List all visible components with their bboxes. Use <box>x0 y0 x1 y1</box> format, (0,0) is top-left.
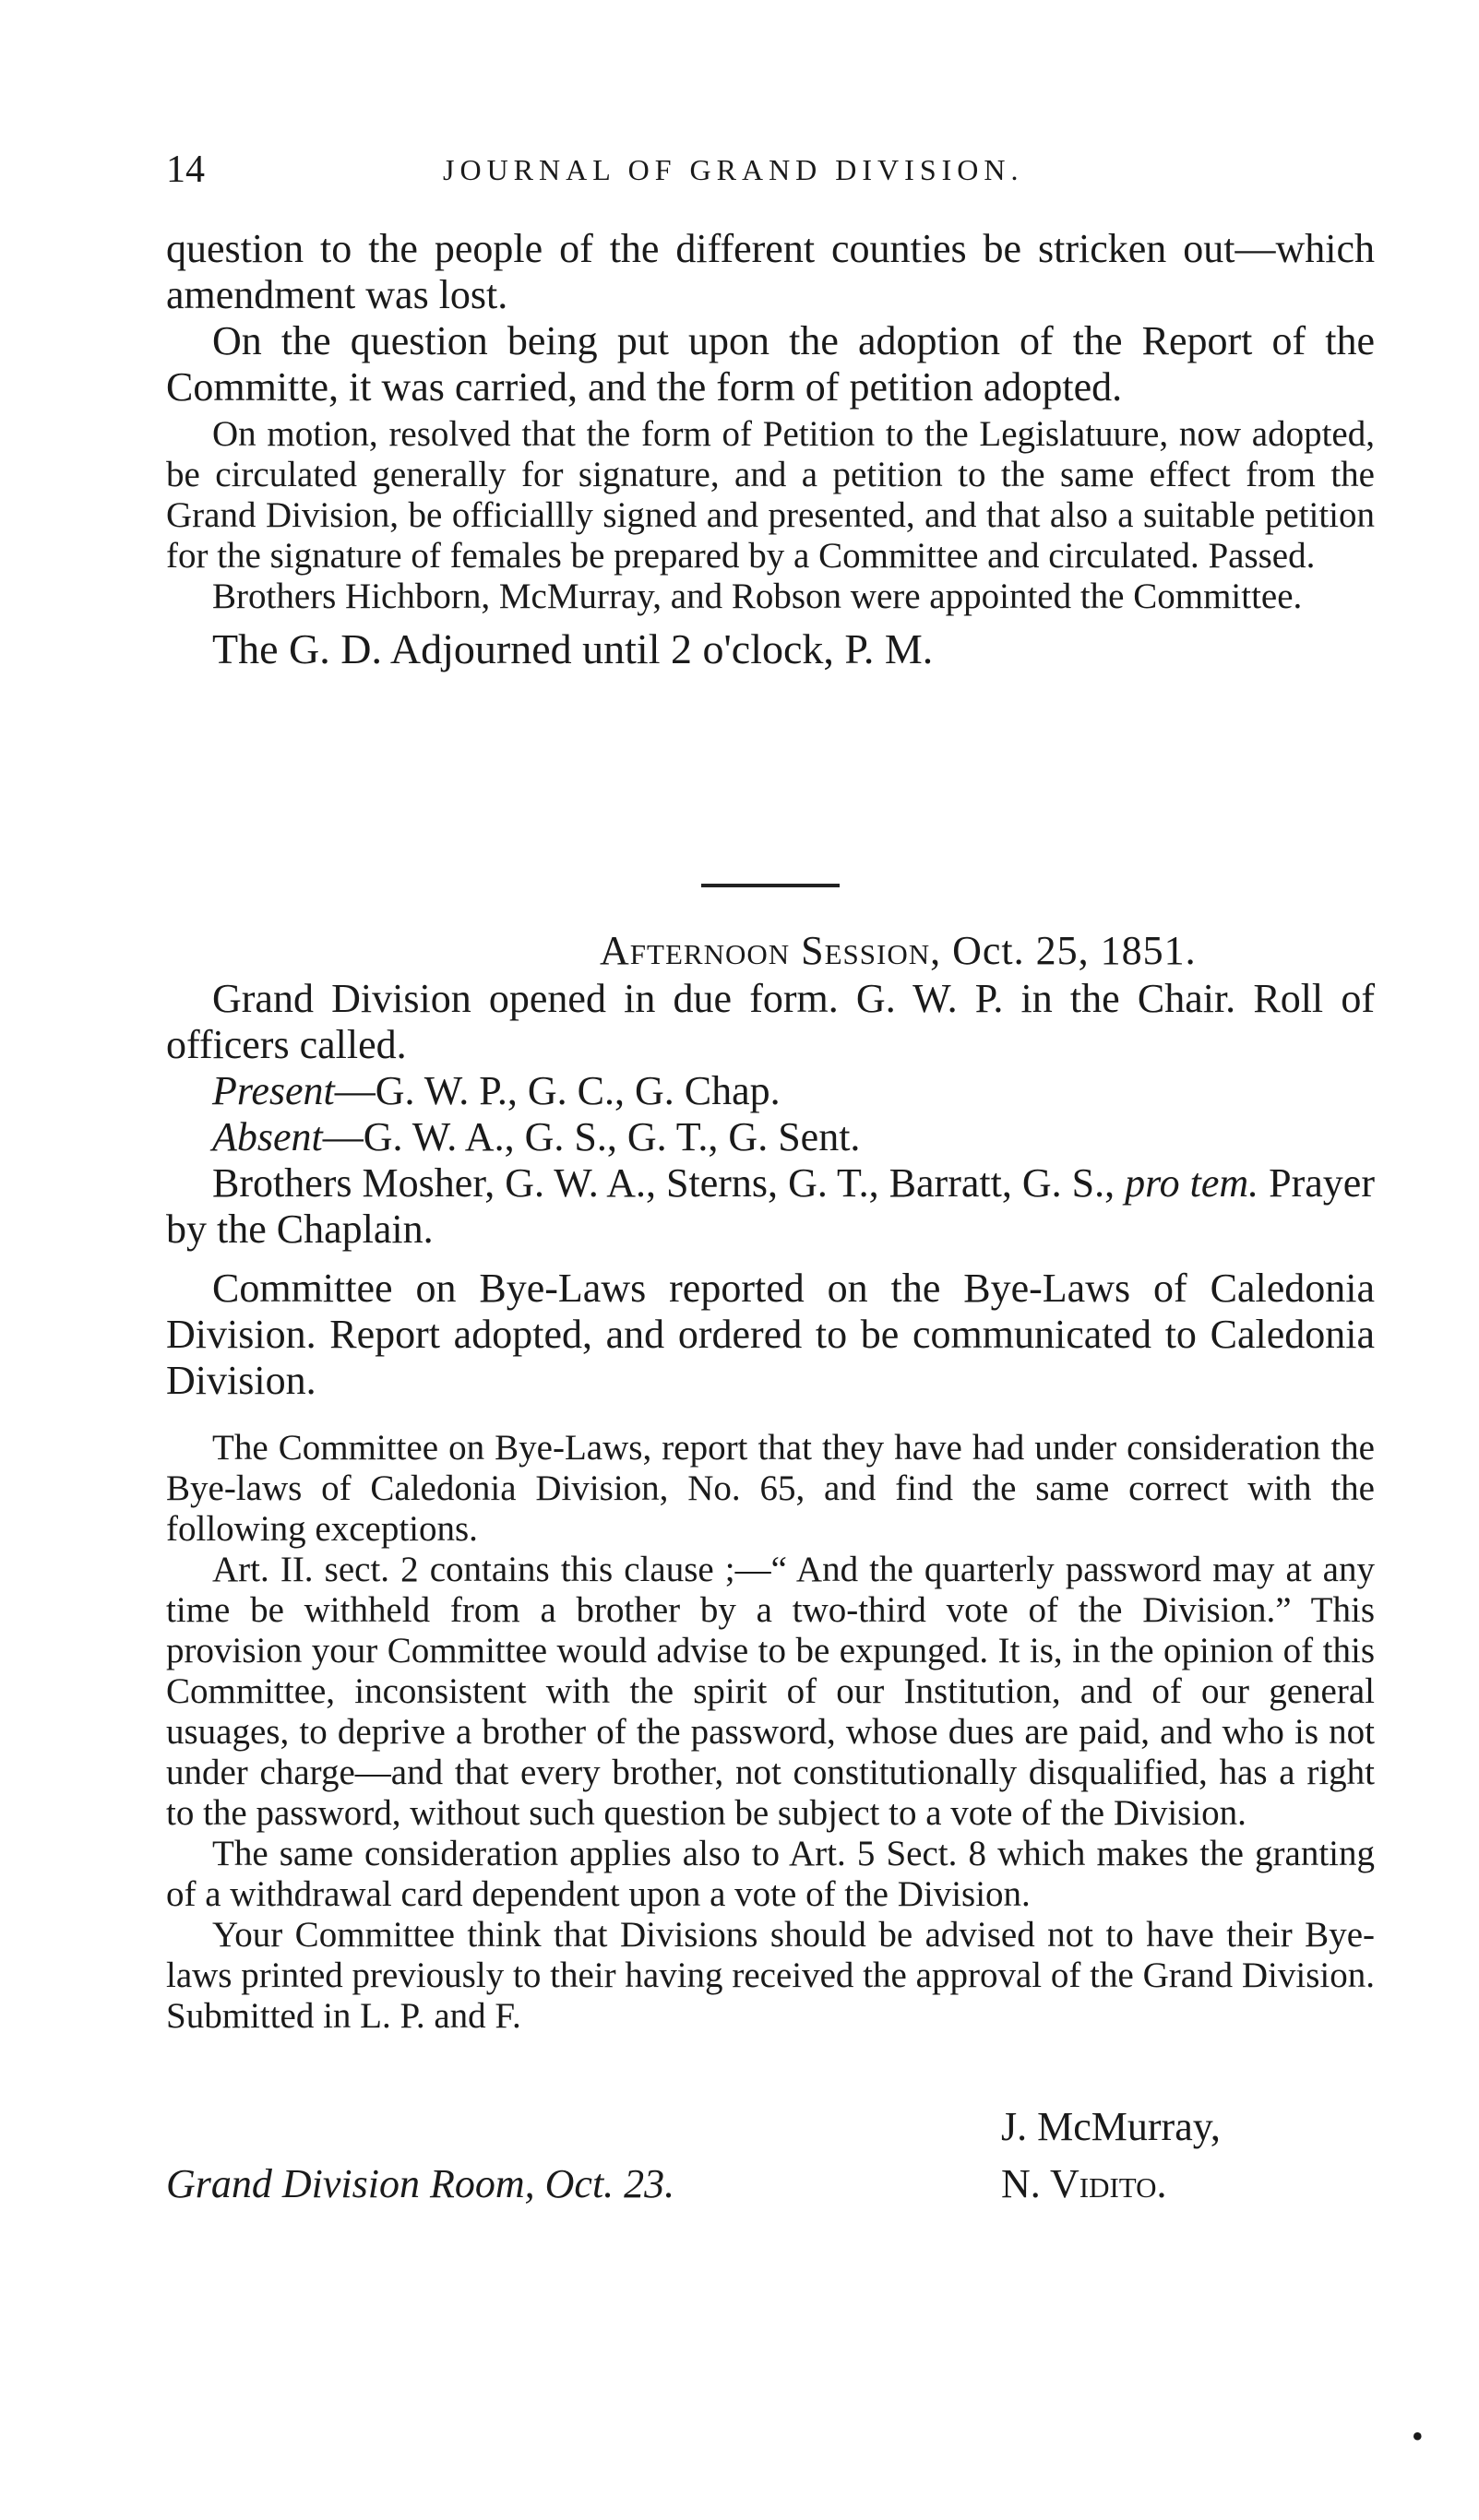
session-date: , Oct. 25, 1851. <box>930 928 1197 973</box>
present-text: —G. W. P., G. C., G. Chap. <box>334 1068 781 1113</box>
paragraph-amendment-lost: question to the people of the different counties be stricken out—which amendment was lost. <box>166 226 1375 317</box>
paragraph-petition-motion: On motion, resolved that the form of Petition to the Legislatuure, now adopted, be circulated generally for signature, and a petition to the same effect from the Grand Division, be officiallly signed and presented, and that also a suitable petition for the signature of females be prepared by a Committee and circulated. Passed. <box>166 414 1375 576</box>
afternoon-minutes <box>166 976 1375 1404</box>
pro-tem: pro tem. <box>1125 1160 1259 1206</box>
page-header <box>166 148 1368 194</box>
report-advice: Your Committee think that Divisions should be advised not to have their Bye-laws printed previously to their having received the approval of the Grand Division. Submitted in L. P. and F. <box>166 1915 1375 2036</box>
paragraph-present <box>166 1068 1375 1114</box>
report-intro: The Committee on Bye-Laws, report that they have had under consideration the Bye-laws of Caledonia Division, No. 65, and find the same correct with the following exceptions. <box>166 1428 1375 1549</box>
signature-row <box>166 2160 1375 2212</box>
running-title: JOURNAL OF GRAND DIVISION. <box>443 153 1024 186</box>
absent-label: Absent <box>212 1114 323 1159</box>
report-article-5: The same consideration applies also to Art. 5 Sect. 8 which makes the granting of a withdrawal card dependent upon a vote of the Division. <box>166 1834 1375 1914</box>
report-article-2: Art. II. sect. 2 contains this clause ;—“ And the quarterly password may at any time be withheld from a brother by a two-third vote of the Division.” This provision your Committee would advise to be expunged. It is, in the opinion of this Committee, inconsistent with the spirit of our Institution, and of our general usuages, to deprive a brother of the password, whose dues are paid, and who is not under charge—and that every brother, not constitutionally disqualified, has a right to the password, without such question be subject to a vote of the Division. <box>166 1550 1375 1833</box>
session-label: Afternoon Session <box>600 928 931 973</box>
signature-vidito: N. Vidito. <box>1001 2161 1167 2206</box>
present-label: Present <box>212 1068 335 1113</box>
brothers-text: Brothers Mosher, G. W. A., Sterns, G. T., Barratt, G. S., <box>212 1160 1126 1206</box>
signature-place-date: Grand Division Room, Oct. 23. <box>166 2161 675 2206</box>
absent-text: —G. W. A., G. S., G. T., G. Sent. <box>322 1114 861 1159</box>
paragraph-report-adopted: On the question being put upon the adoption of the Report of the Committe, it was carried, and the form of petition adopted. <box>166 318 1375 410</box>
morning-minutes <box>166 226 1375 672</box>
page-number: 14 <box>166 149 205 191</box>
paragraph-division-opened: Grand Division opened in due form. G. W. P. in the Chair. Roll of officers called. <box>166 976 1375 1067</box>
paragraph-brothers <box>166 1160 1375 1253</box>
paragraph-adjourned: The G. D. Adjourned until 2 o'clock, P. M. <box>212 625 934 672</box>
prayer-text: Prayer by the Chaplain. <box>166 1160 1375 1252</box>
section-divider <box>701 884 840 887</box>
page-mark: • <box>1412 2418 1424 2455</box>
paragraph-absent <box>166 1114 1375 1160</box>
paragraph-committee-report: Committee on Bye-Laws reported on the Bye-Laws of Caledonia Division. Report adopted, and ordered to be communicated to Caledonia Division. <box>166 1266 1375 1403</box>
paragraph-committee-appointed: Brothers Hichborn, McMurray, and Robson were appointed the Committee. <box>212 577 1303 616</box>
session-heading <box>600 927 1197 974</box>
bye-laws-report <box>166 1428 1375 2037</box>
signature-mcmurray: J. McMurray, <box>1001 2104 1221 2149</box>
